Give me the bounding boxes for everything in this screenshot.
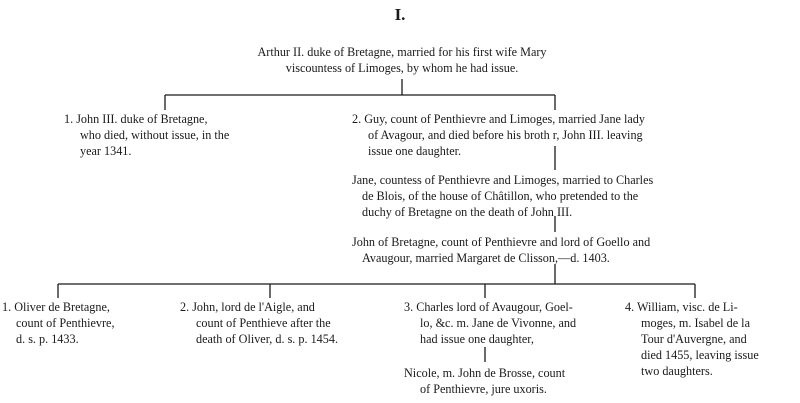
text-line: of Penthievre, jure uxoris.	[420, 382, 547, 396]
text-line: count of Penthieve after the	[196, 316, 331, 330]
text-line: Avaugour, married Margaret de Clisson,—d. 1403.	[362, 251, 610, 265]
text-line: Arthur II. duke of Bretagne, married for his first wife Mary	[257, 45, 547, 59]
person-oliver	[2, 299, 115, 347]
person-william	[625, 299, 759, 379]
text-line: viscountess of Limoges, by whom he had issue.	[285, 61, 519, 75]
text-line: lo, &c. m. Jane de Vivonne, and	[420, 316, 577, 330]
person-john-iii	[64, 111, 229, 159]
text-line: 2. Guy, count of Penthievre and Limoges, married Jane lady	[352, 112, 645, 126]
text-line: Jane, countess of Penthievre and Limoges, married to Charles	[352, 173, 654, 187]
text-line: death of Oliver, d. s. p. 1454.	[196, 332, 339, 346]
text-line: Nicole, m. John de Brosse, count	[404, 366, 566, 380]
text-line: d. s. p. 1433.	[16, 332, 79, 346]
text-line: Tour d'Auvergne, and	[641, 332, 747, 346]
person-charles-lord-of-avaugour	[404, 299, 576, 347]
text-line: two daughters.	[641, 364, 713, 378]
text-line: 3. Charles lord of Avaugour, Goel-	[404, 300, 573, 314]
text-line: died 1455, leaving issue	[641, 348, 759, 362]
text-line: year 1341.	[80, 144, 132, 158]
text-line: 1. John III. duke of Bretagne,	[64, 112, 208, 126]
section-heading: I.	[394, 5, 406, 24]
text-line: duchy of Bretagne on the death of John III.	[362, 205, 573, 219]
text-line: 1. Oliver de Bretagne,	[2, 300, 110, 314]
text-line: 4. William, visc. de Li-	[625, 300, 738, 314]
text-line: had issue one daughter,	[420, 332, 534, 346]
text-line: who died, without issue, in the	[80, 128, 230, 142]
text-line: of Avagour, and died before his broth r, John III. leaving	[368, 128, 643, 142]
person-john-lord-de-laigle	[180, 299, 338, 347]
text-line: de Blois, of the house of Châtillon, who pretended to the	[362, 189, 639, 203]
person-nicole	[404, 365, 565, 397]
person-jane	[352, 172, 653, 220]
person-guy	[352, 111, 645, 159]
root-arthur-ii	[196, 44, 608, 76]
text-line: issue one daughter.	[368, 144, 462, 158]
text-line: moges, m. Isabel de la	[641, 316, 750, 330]
person-john-of-bretagne	[352, 234, 650, 266]
text-line: John of Bretagne, count of Penthievre and lord of Goello and	[352, 235, 651, 249]
text-line: count of Penthievre,	[16, 316, 115, 330]
text-line: 2. John, lord de l'Aigle, and	[180, 300, 315, 314]
